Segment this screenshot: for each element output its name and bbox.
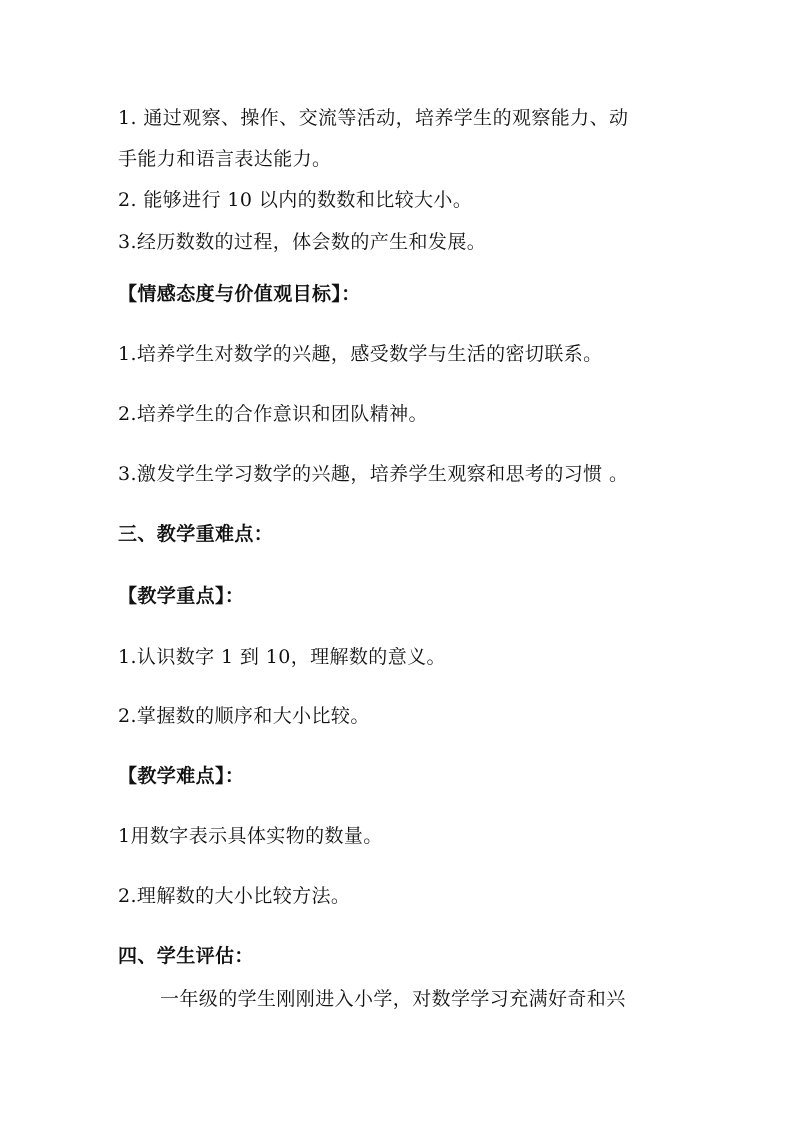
section-4-heading: 四、学生评估： [118,945,254,967]
difficult-point-1: 1用数字表示具体实物的数量。 [118,825,383,847]
emotion-goal-3: 3.激发学生学习数学的兴趣，培养学生观察和思考的习惯 。 [118,463,629,485]
ability-goal-3: 3.经历数数的过程，体会数的产生和发展。 [118,231,487,253]
key-points-heading: 【教学重点】： [118,585,245,607]
difficult-points-heading: 【教学难点】： [118,765,245,787]
emotion-goal-2: 2.培养学生的合作意识和团队精神。 [118,403,428,425]
key-point-2: 2.掌握数的顺序和大小比较。 [118,705,370,727]
emotion-goal-1: 1.培养学生对数学的兴趣，感受数学与生活的密切联系。 [118,343,603,365]
difficult-point-2: 2.理解数的大小比较方法。 [118,885,351,907]
ability-goal-1-continued: 手能力和语言表达能力。 [118,148,332,170]
ability-goal-1: 1. 通过观察、操作、交流等活动，培养学生的观察能力、动 [118,107,629,129]
key-point-1: 1.认识数字 1 到 10，理解数的意义。 [118,646,446,668]
section-3-heading: 三、教学重难点： [118,523,274,545]
emotion-goals-heading: 【情感态度与价值观目标】： [118,283,361,305]
assessment-paragraph: 一年级的学生刚刚进入小学，对数学学习充满好奇和兴 [160,988,626,1010]
ability-goal-2: 2. 能够进行 10 以内的数数和比较大小。 [118,189,473,211]
